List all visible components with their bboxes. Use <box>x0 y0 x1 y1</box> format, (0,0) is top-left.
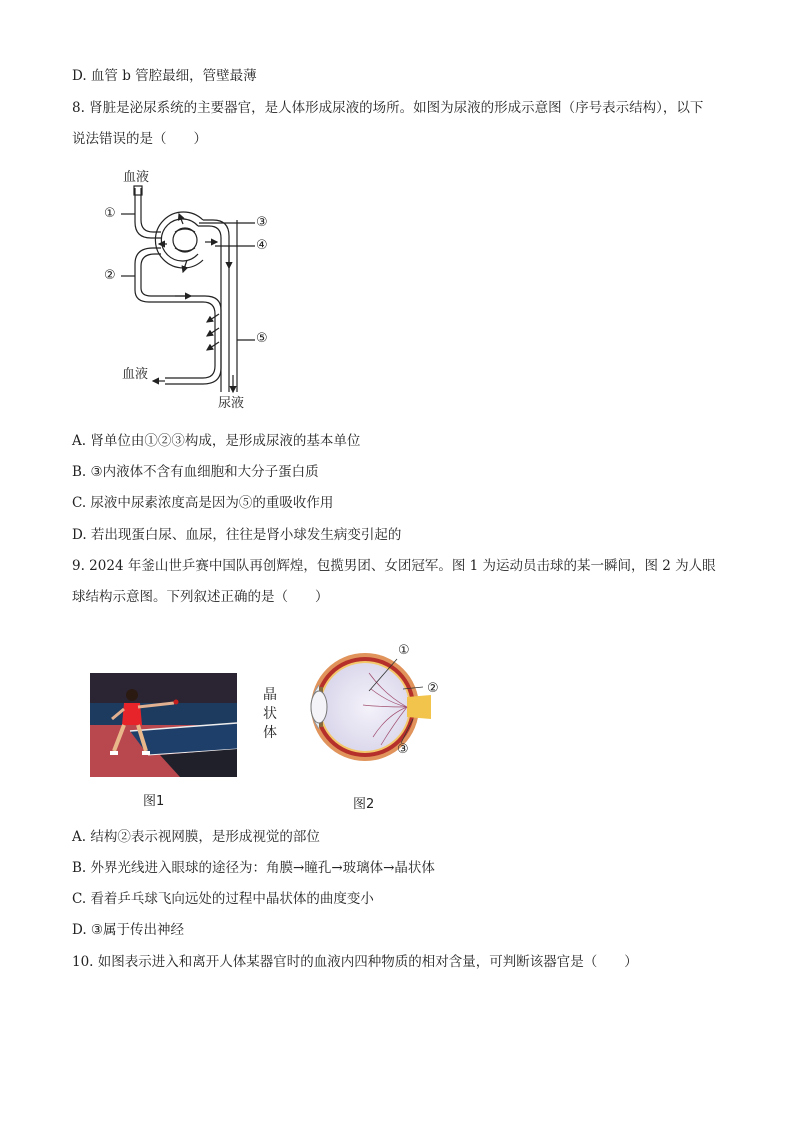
kidney-label-5: ⑤ <box>256 331 268 346</box>
kidney-label-3: ③ <box>256 215 268 230</box>
kidney-label-urine: 尿液 <box>218 396 245 411</box>
kidney-label-2: ② <box>104 268 116 283</box>
q8-option-c: C. 尿液中尿素浓度高是因为⑤的重吸收作用 <box>72 495 334 511</box>
q9-option-b: B. 外界光线进入眼球的途径为：角膜→瞳孔→玻璃体→晶状体 <box>72 860 435 876</box>
eye-label-3: ③ <box>397 742 409 757</box>
q8-option-d: D. 若出现蛋白尿、血尿，往往是肾小球发生病变引起的 <box>72 527 402 543</box>
q9-stem-line1: 9. 2024 年釜山世乒赛中国队再创辉煌，包揽男团、女团冠军。图 1 为运动员击球的某一瞬间，图 2 为人眼 <box>72 558 716 574</box>
kidney-label-4: ④ <box>256 238 268 253</box>
fig1-caption: 图1 <box>143 794 165 809</box>
kidney-label-blood-out: 血液 <box>122 367 149 382</box>
q10-stem: 10. 如图表示进入和离开人体某器官时的血液内四种物质的相对含量，可判断该器官是（ ） <box>72 954 638 970</box>
q9-option-a: A. 结构②表示视网膜，是形成视觉的部位 <box>72 829 320 845</box>
kidney-label-blood-in: 血液 <box>123 170 150 185</box>
eye-diagram <box>285 645 445 765</box>
q8-option-b: B. ③内液体不含有血细胞和大分子蛋白质 <box>72 464 319 480</box>
eye-label-lens-3: 体 <box>263 725 277 741</box>
q9-option-d: D. ③属于传出神经 <box>72 922 185 938</box>
kidney-label-1: ① <box>104 206 116 221</box>
q7-option-d: D. 血管 b 管腔最细，管壁最薄 <box>72 68 257 84</box>
eye-label-lens-1: 晶 <box>263 687 277 703</box>
q9-stem-line2: 球结构示意图。下列叙述正确的是（ ） <box>72 589 329 605</box>
q8-stem-line1: 8. 肾脏是泌尿系统的主要器官，是人体形成尿液的场所。如图为尿液的形成示意图（序号表示结构），以下 <box>72 100 704 116</box>
eye-label-1: ① <box>398 643 410 658</box>
fig2-caption: 图2 <box>353 797 375 812</box>
q8-stem-line2: 说法错误的是（ ） <box>72 131 207 147</box>
q8-option-a: A. 肾单位由①②③构成，是形成尿液的基本单位 <box>72 433 361 449</box>
q9-option-c: C. 看着乒乓球飞向远处的过程中晶状体的曲度变小 <box>72 891 374 907</box>
eye-label-lens-2: 状 <box>263 706 277 722</box>
eye-label-2: ② <box>427 681 439 696</box>
table-tennis-photo <box>90 673 237 777</box>
